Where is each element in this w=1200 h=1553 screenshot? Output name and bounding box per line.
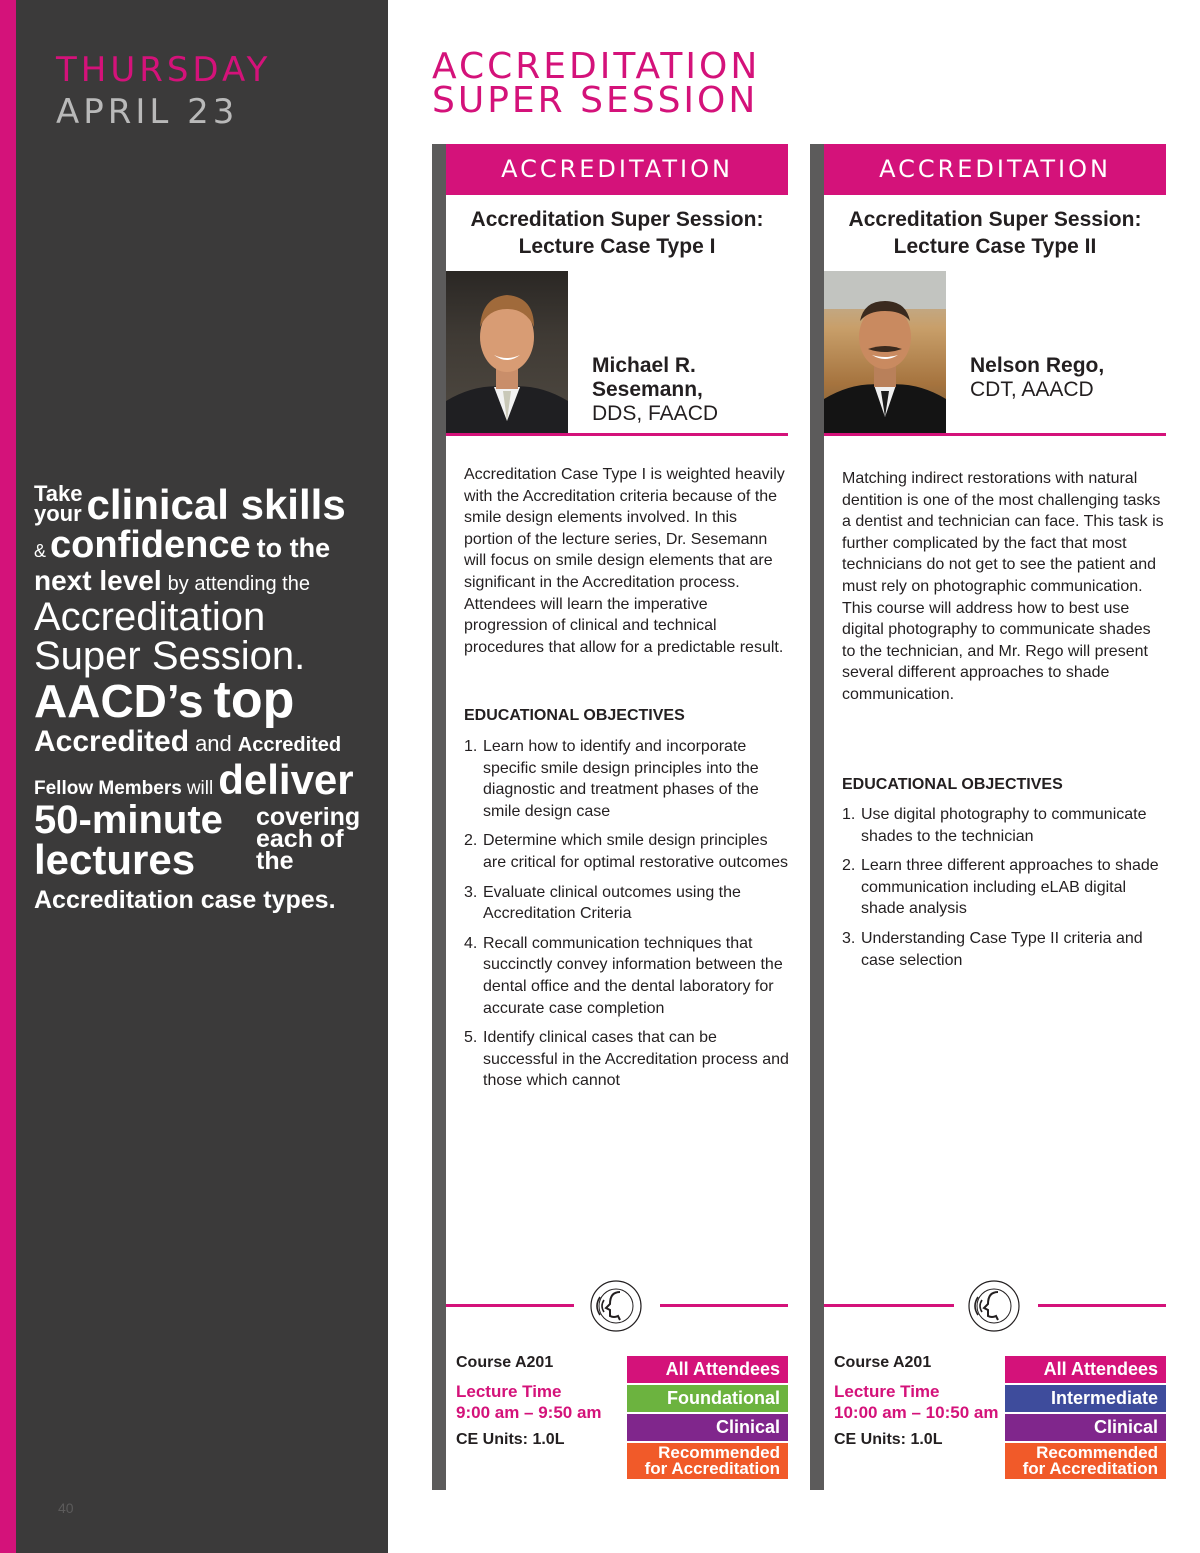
page-title <box>432 46 761 121</box>
speaker-name <box>592 354 718 426</box>
objectives-heading: EDUCATIONAL OBJECTIVES <box>842 776 1063 793</box>
lecture-time: 10:00 am – 10:50 am <box>834 1403 999 1422</box>
promo-clinical-skills: clinical skills <box>86 480 346 528</box>
speaker-name-line-1: Nelson Rego, <box>970 354 1105 377</box>
objective-text: Recall communication techniques that succinctly convey information between the dental office and the dental laboratory for accurate case completion <box>483 934 783 1017</box>
promo-will: will <box>186 778 214 799</box>
course-description: Matching indirect restorations with natural dentition is one of the most challenging tasks a dentist and technician can face. This task is further complicated by the fact that most technicians do not get to see the patient and must rely on photographic communication. This course will address how to best use digital photography to communicate shades to the technician, and Mr. Rego will present several different approaches to shade communication. <box>842 470 1164 703</box>
objective-text: Identify clinical cases that can be successful in the Accreditation process and those which cannot <box>483 1029 789 1090</box>
objectives-list <box>464 736 790 1100</box>
course-title-line-1: Accreditation Super Session: <box>470 208 764 231</box>
lecture-badge-icon <box>968 1280 1020 1332</box>
objective-number: 1. <box>464 738 478 755</box>
column-accent-bar <box>432 144 446 1490</box>
objective-number: 4. <box>464 934 478 952</box>
objective-text: Use digital photography to communicate shades to the technician <box>861 806 1147 845</box>
course-title-line-2: Lecture Case Type II <box>893 235 1097 258</box>
promo-your: your <box>34 500 82 526</box>
tag-level: Foundational <box>627 1385 788 1412</box>
promo-and: and <box>195 731 232 756</box>
tag-recommended-line-1: Recommended <box>1036 1443 1158 1462</box>
lecture-badge-icon <box>590 1280 642 1332</box>
tag-recommended <box>1005 1443 1166 1479</box>
objective-text: Determine which smile design principles are critical for optimal restorative outcomes <box>483 832 788 871</box>
promo-covering: covering <box>256 803 361 831</box>
promo-accredited: Accredited <box>34 725 190 758</box>
course-tags <box>1005 1356 1166 1481</box>
tag-clinical: Clinical <box>627 1414 788 1441</box>
page-number: 40 <box>58 1500 74 1516</box>
left-accent-stripe <box>0 0 16 1553</box>
tag-all-attendees: All Attendees <box>1005 1356 1166 1383</box>
objective-item <box>464 1027 790 1092</box>
date-heading: APRIL 23 <box>56 92 239 132</box>
promo-by-attending: by attending the <box>167 573 310 595</box>
speaker-photo <box>824 271 946 433</box>
promo-deliver: deliver <box>218 756 354 803</box>
course-title <box>824 206 1166 260</box>
course-description: Accreditation Case Type I is weighted heavily with the Accreditation criteria because of the smile design elements involved. In this portion of the lecture series, Dr. Sesemann will focus on smile design elements that are significant in the Accreditation process. Attendees will learn the imperative progression of clinical and technical procedures that allow for a predictable result. <box>464 466 785 656</box>
promo-confidence: confidence <box>50 524 251 566</box>
column-accent-bar <box>810 144 824 1490</box>
speaker-name <box>970 354 1104 402</box>
speaker-credentials: CDT, AAACD <box>970 378 1094 401</box>
promo-50-minute: 50-minute <box>34 798 223 842</box>
objective-number: 1. <box>842 806 856 823</box>
course-card-2 <box>810 144 1166 1490</box>
promo-amp: & <box>34 541 47 561</box>
speaker-photo <box>446 271 568 433</box>
course-number: Course A201 <box>456 1354 554 1371</box>
objective-item <box>464 882 790 925</box>
objective-text: Evaluate clinical outcomes using the Accreditation Criteria <box>483 883 741 923</box>
tag-clinical: Clinical <box>1005 1414 1166 1441</box>
promo-each-of: each of <box>256 825 344 853</box>
ce-units: CE Units: 1.0L <box>456 1431 565 1448</box>
promo-aacds: AACD’s <box>34 675 204 727</box>
course-title-line-2: Lecture Case Type I <box>518 235 716 258</box>
track-header: ACCREDITATION <box>824 144 1166 195</box>
divider <box>824 433 1166 436</box>
promo-lectures: lectures <box>34 836 196 883</box>
objective-number: 5. <box>464 1029 478 1047</box>
divider <box>446 433 788 436</box>
promo-accreditation: Accreditation <box>34 595 266 639</box>
objective-number: 2. <box>842 857 856 875</box>
objectives-list <box>842 804 1168 979</box>
promo-super-session: Super Session. <box>34 634 306 678</box>
course-card-1 <box>432 144 788 1490</box>
tag-recommended-line-2: for Accreditation <box>644 1459 780 1478</box>
day-heading: THURSDAY <box>56 50 272 90</box>
objective-item <box>464 736 790 822</box>
page-title-line-2: SUPER SESSION <box>432 80 759 121</box>
objective-number: 3. <box>842 929 856 947</box>
tag-recommended-line-2: for Accreditation <box>1022 1459 1158 1478</box>
lecture-time: 9:00 am – 9:50 am <box>456 1403 602 1422</box>
objective-item <box>464 830 790 873</box>
promo-accredited-2: Accredited <box>237 734 342 756</box>
lecture-rule-right <box>1038 1304 1166 1307</box>
objective-text: Learn how to identify and incorporate specific smile design principles into the diagnostic and treatment phases of the smile design case <box>483 738 759 820</box>
speaker-name-line-2: Sesemann, <box>592 378 703 401</box>
objective-item <box>842 804 1168 847</box>
lecture-rule-left <box>824 1304 954 1307</box>
objective-text: Understanding Case Type II criteria and case selection <box>861 929 1143 969</box>
lecture-rule-left <box>446 1304 574 1307</box>
objective-item <box>842 855 1168 920</box>
lecture-time-label: Lecture Time <box>834 1382 940 1401</box>
tag-all-attendees: All Attendees <box>627 1356 788 1383</box>
lecture-time-label: Lecture Time <box>456 1382 562 1401</box>
track-header: ACCREDITATION <box>446 144 788 195</box>
promo-next-level: next level <box>34 565 162 596</box>
promo-to-the: to the <box>256 533 331 563</box>
lecture-rule-right <box>660 1304 788 1307</box>
objectives-heading: EDUCATIONAL OBJECTIVES <box>464 707 685 724</box>
promo-text <box>34 482 380 918</box>
objective-number: 3. <box>464 883 478 901</box>
speaker-credentials: DDS, FAACD <box>592 402 719 425</box>
course-number: Course A201 <box>834 1354 932 1371</box>
ce-units: CE Units: 1.0L <box>834 1431 943 1448</box>
objective-item <box>464 933 790 1019</box>
objective-number: 2. <box>464 832 478 850</box>
course-title <box>446 206 788 260</box>
page-title-line-1: ACCREDITATION <box>432 46 761 87</box>
promo-take: Take <box>34 481 83 506</box>
course-title-line-1: Accreditation Super Session: <box>848 208 1142 231</box>
promo-the: the <box>256 847 294 875</box>
course-tags <box>627 1356 788 1481</box>
tag-recommended-line-1: Recommended <box>658 1443 780 1462</box>
tag-recommended <box>627 1443 788 1479</box>
promo-case-types: Accreditation case types. <box>34 886 336 914</box>
speaker-name-line-1: Michael R. <box>592 354 696 377</box>
tag-level: Intermediate <box>1005 1385 1166 1412</box>
promo-top: top <box>213 671 295 729</box>
promo-fellow-members: Fellow Members <box>34 778 182 799</box>
objective-text: Learn three different approaches to shade communication including eLAB digital shade analysis <box>861 857 1159 918</box>
objective-item <box>842 928 1168 971</box>
